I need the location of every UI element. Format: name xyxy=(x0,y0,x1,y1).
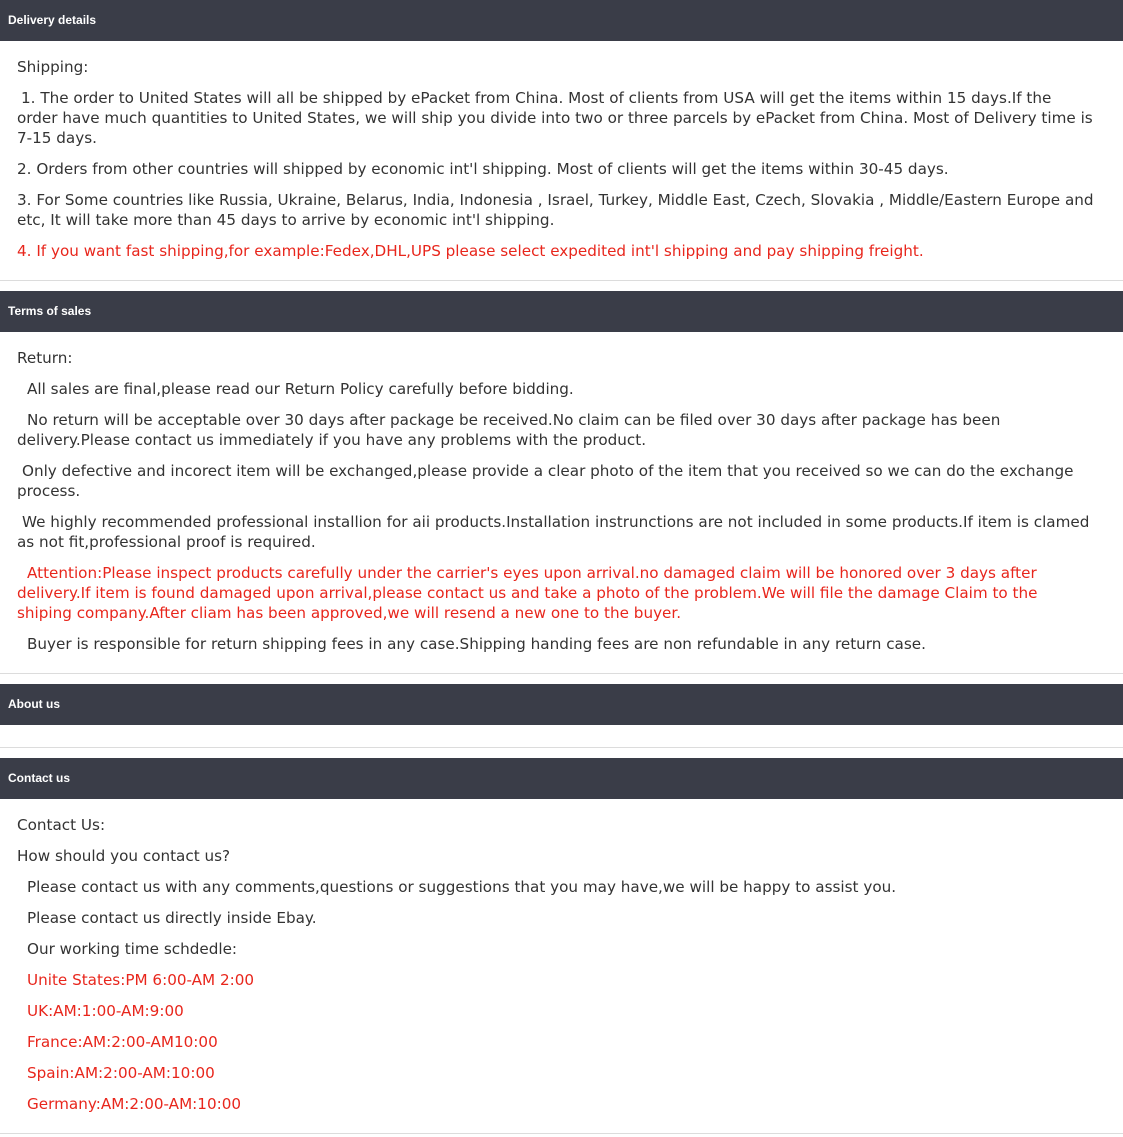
about-section-title: About us xyxy=(0,684,1123,725)
terms-section-body xyxy=(0,332,1123,674)
about-section xyxy=(0,684,1123,748)
shipping-paragraph-1: 1. The order to United States will all be shipped by ePacket from China. Most of clients from USA will get the items within 15 days.If the order have much quantities to United States, we will ship you divide into two or three parcels by ePacket from China. Most of Delivery time is 7-15 days. xyxy=(17,89,1093,147)
terms-paragraph-3: Only defective and incorect item will be exchanged,please provide a clear photo of the item that you received so we can do the exchange process. xyxy=(17,462,1074,500)
terms-section xyxy=(0,291,1123,674)
terms-attention-paragraph: Attention:Please inspect products carefully under the carrier's eyes upon arrival.no damaged claim will be honored over 3 days after delivery.If item is found damaged upon arrival,please contact us and take a photo of the problem.We will file the damage Claim to the shiping company.After cliam has been approved,we will resend a new one to the buyer. xyxy=(17,564,1038,622)
terms-paragraph-2: No return will be acceptable over 30 days after package be received.No claim can be filed over 30 days after package has been delivery.Please contact us immediately if you have any problems with the product. xyxy=(17,411,1001,449)
contact-paragraph-3: Our working time schdedle: xyxy=(27,940,238,958)
terms-paragraph-4: We highly recommended professional installion for aii products.Installation instrunctions are not included in some products.If item is clamed as not fit,professional proof is required. xyxy=(17,513,1090,551)
contact-section-title: Contact us xyxy=(0,758,1123,799)
contact-paragraph-1: Please contact us with any comments,questions or suggestions that you may have,we will be happy to assist you. xyxy=(27,878,897,896)
terms-section-title: Terms of sales xyxy=(0,291,1123,332)
delivery-section-body xyxy=(0,41,1123,281)
working-time-spain: Spain:AM:2:00-AM:10:00 xyxy=(27,1064,215,1082)
shipping-heading: Shipping: xyxy=(17,58,89,76)
contact-heading: Contact Us: xyxy=(17,816,106,834)
delivery-section-title: Delivery details xyxy=(0,0,1123,41)
contact-section xyxy=(0,758,1123,1134)
shipping-paragraph-2: 2. Orders from other countries will shipped by economic int'l shipping. Most of clients will get the items within 30-45 days. xyxy=(17,160,949,178)
working-time-germany: Germany:AM:2:00-AM:10:00 xyxy=(27,1095,242,1113)
section-gap xyxy=(0,281,1123,291)
terms-paragraph-1: All sales are final,please read our Return Policy carefully before bidding. xyxy=(27,380,574,398)
about-section-body xyxy=(0,725,1123,748)
section-gap xyxy=(0,674,1123,684)
return-heading: Return: xyxy=(17,349,73,367)
contact-section-body xyxy=(0,799,1123,1134)
working-time-us: Unite States:PM 6:00-AM 2:00 xyxy=(27,971,255,989)
section-gap xyxy=(0,748,1123,758)
delivery-section xyxy=(0,0,1123,281)
terms-paragraph-6: Buyer is responsible for return shipping fees in any case.Shipping handing fees are non refundable in any return case. xyxy=(27,635,926,653)
contact-paragraph-2: Please contact us directly inside Ebay. xyxy=(27,909,317,927)
shipping-paragraph-3: 3. For Some countries like Russia, Ukraine, Belarus, India, Indonesia , Israel, Turkey, Middle East, Czech, Slovakia , Middle/Eastern Europe and etc, It will take more than 45 days to arrive by economic int'l shipping. xyxy=(17,191,1094,229)
contact-question: How should you contact us? xyxy=(17,847,231,865)
shipping-paragraph-4: 4. If you want fast shipping,for example:Fedex,DHL,UPS please select expedited int'l shipping and pay shipping freight. xyxy=(17,242,924,260)
working-time-uk: UK:AM:1:00-AM:9:00 xyxy=(27,1002,184,1020)
working-time-france: France:AM:2:00-AM10:00 xyxy=(27,1033,218,1051)
